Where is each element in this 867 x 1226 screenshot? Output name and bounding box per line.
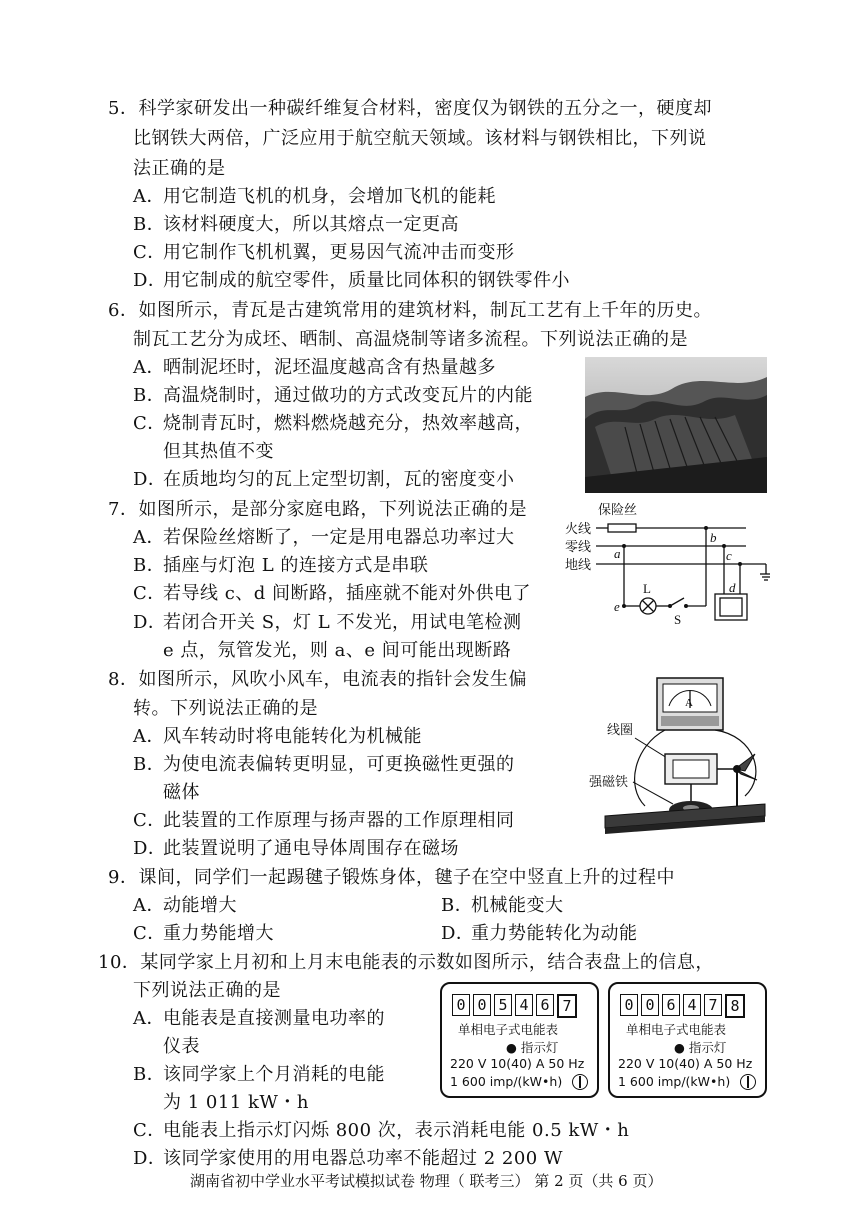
q10-option-a: A．电能表是直接测量电功率的 [133, 1008, 385, 1029]
indicator-light-label: ● 指示灯 [506, 1040, 559, 1055]
meter-digit: 7 [704, 994, 722, 1016]
q10-option-d: D．该同学家使用的用电器总功率不能超过 2 200 W [133, 1148, 563, 1169]
q6-stem-line1: 6．如图所示，青瓦是古建筑常用的建筑材料，制瓦工艺有上千年的历史。 [108, 300, 712, 321]
point-c-label: c [726, 548, 732, 563]
fuse-symbol [608, 524, 636, 532]
point-b-label: b [710, 530, 717, 545]
point-d-label: d [729, 580, 736, 595]
q5-stem-line2: 比钢铁大两倍，广泛应用于航空航天领域。该材料与钢铁相比，下列说 [133, 128, 707, 149]
point-e-label: e [614, 599, 620, 614]
meter-display [452, 994, 577, 1018]
meter-decimal-digit: 8 [725, 994, 745, 1018]
q8-option-b-cont: 磁体 [163, 782, 200, 803]
meter-constant: 1 600 imp/(kW•h) [618, 1074, 731, 1089]
q9-stem: 9．课间，同学们一起踢毽子锻炼身体，毽子在空中竖直上升的过程中 [108, 867, 675, 888]
meter-rating: 220 V 10(40) A 50 Hz [618, 1056, 753, 1071]
coil-label: 线圈 [607, 722, 634, 737]
q10-option-b-cont: 为 1 011 kW・h [163, 1092, 309, 1113]
q7-stem: 7．如图所示，是部分家庭电路，下列说法正确的是 [108, 499, 527, 520]
wind-generator-apparatus [585, 676, 770, 841]
q8-option-c: C．此装置的工作原理与扬声器的工作原理相同 [133, 810, 515, 831]
q6-option-c: C．烧制青瓦时，燃料燃烧越充分，热效率越高， [133, 413, 533, 434]
q9-option-d: D．重力势能转化为动能 [441, 923, 638, 944]
q5-option-d: D．用它制成的航空零件，质量比同体积的钢铁零件小 [133, 270, 570, 291]
q5-option-b: B．该材料硬度大，所以其熔点一定更高 [133, 214, 459, 235]
fuse-label: 保险丝 [598, 502, 638, 517]
q7-option-d-cont: e 点，氖管发光，则 a、e 间可能出现断路 [163, 640, 512, 661]
household-circuit-diagram [560, 498, 770, 633]
meter-digit: 6 [536, 994, 554, 1016]
meter-rating: 220 V 10(40) A 50 Hz [450, 1056, 585, 1071]
meter-name: 单相电子式电能表 [626, 1022, 727, 1037]
meter-display [620, 994, 745, 1018]
q7-option-b: B．插座与灯泡 L 的连接方式是串联 [133, 555, 429, 576]
q10-stem-line1: 10．某同学家上月初和上月末电能表的示数如图所示，结合表盘上的信息， [98, 952, 714, 973]
q5-option-c: C．用它制作飞机机翼，更易因气流冲击而变形 [133, 242, 515, 263]
q10-option-b: B．该同学家上个月消耗的电能 [133, 1064, 385, 1085]
meter-name: 单相电子式电能表 [458, 1022, 559, 1037]
q5-stem-line3: 法正确的是 [133, 158, 226, 179]
energy-meter-start [440, 982, 599, 1098]
magnet-label: 强磁铁 [589, 774, 629, 789]
q6-option-b: B．高温烧制时，通过做功的方式改变瓦片的内能 [133, 385, 533, 406]
meter-constant: 1 600 imp/(kW•h) [450, 1074, 563, 1089]
meter-decimal-digit: 7 [557, 994, 577, 1018]
meter-digit: 4 [515, 994, 533, 1016]
point-a-label: a [614, 546, 621, 561]
q6-option-d: D．在质地均匀的瓦上定型切割，瓦的密度变小 [133, 469, 515, 490]
roof-tiles-photo [585, 357, 767, 493]
q7-option-c: C．若导线 c、d 间断路，插座就不能对外供电了 [133, 583, 532, 604]
q9-option-c: C．重力势能增大 [133, 923, 274, 944]
q10-stem-line2: 下列说法正确的是 [133, 980, 281, 1001]
meter-seal-icon [572, 1074, 588, 1090]
q8-stem-line1: 8．如图所示，风吹小风车，电流表的指针会发生偏 [108, 669, 527, 690]
lamp-label: L [643, 581, 651, 596]
energy-meter-end [608, 982, 767, 1098]
q7-option-d: D．若闭合开关 S，灯 L 不发光，用试电笔检测 [133, 612, 522, 633]
q8-option-d: D．此装置说明了通电导体周围存在磁场 [133, 838, 459, 859]
meter-digit: 0 [620, 994, 638, 1016]
q8-option-b: B．为使电流表偏转更明显，可更换磁性更强的 [133, 754, 515, 775]
live-wire-label: 火线 [565, 521, 592, 536]
ground-wire-label: 地线 [565, 557, 592, 572]
meter-digit: 0 [452, 994, 470, 1016]
switch-label: S [674, 612, 682, 627]
q5-option-a: A．用它制造飞机的机身，会增加飞机的能耗 [133, 186, 496, 207]
q6-stem-line2: 制瓦工艺分为成坯、晒制、高温烧制等诸多流程。下列说法正确的是 [133, 329, 688, 350]
meter-digit: 5 [494, 994, 512, 1016]
meter-seal-icon [740, 1074, 756, 1090]
q10-option-c: C．电能表上指示灯闪烁 800 次，表示消耗电能 0.5 kW・h [133, 1120, 630, 1141]
neutral-wire-label: 零线 [565, 539, 592, 554]
q7-option-a: A．若保险丝熔断了，一定是用电器总功率过大 [133, 527, 515, 548]
q9-option-a: A．动能增大 [133, 895, 237, 916]
page-footer: 湖南省初中学业水平考试模拟试卷 物理（ 联考三） 第 2 页（共 6 页） [190, 1172, 663, 1190]
meter-digit: 4 [683, 994, 701, 1016]
q6-option-a: A．晒制泥坯时，泥坯温度越高含有热量越多 [133, 357, 496, 378]
q6-option-c-cont: 但其热值不变 [163, 441, 274, 462]
q5-stem-line1: 5．科学家研发出一种碳纤维复合材料，密度仅为钢铁的五分之一，硬度却 [108, 98, 712, 119]
meter-digit: 6 [662, 994, 680, 1016]
q8-option-a: A．风车转动时将电能转化为机械能 [133, 726, 422, 747]
ammeter-label: A [685, 697, 693, 709]
indicator-light-label: ● 指示灯 [674, 1040, 727, 1055]
meter-digit: 0 [473, 994, 491, 1016]
q9-option-b: B．机械能变大 [441, 895, 564, 916]
switch-symbol [670, 598, 684, 606]
q10-option-a-cont: 仪表 [163, 1036, 200, 1057]
meter-digit: 0 [641, 994, 659, 1016]
q8-stem-line2: 转。下列说法正确的是 [133, 698, 318, 719]
